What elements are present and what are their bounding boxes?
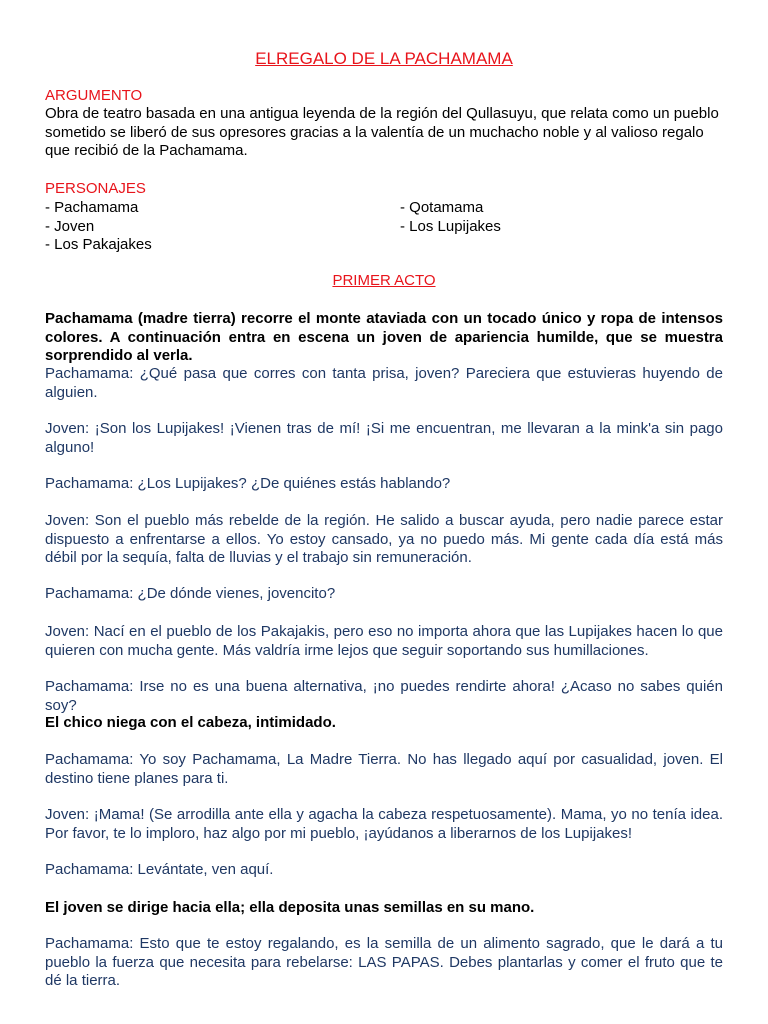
stage-direction: Pachamama (madre tierra) recorre el monte ataviada con un tocado único y ropa de intensos colores. A continuación entra en escena un joven de apariencia humilde, que se muestra sorprendido al verla. bbox=[45, 310, 723, 364]
dialogue-line: Pachamama: Yo soy Pachamama, La Madre Tierra. No has llegado aquí por casualidad, joven. El destino tiene planes para ti. bbox=[45, 751, 723, 787]
document-title: ELREGALO DE LA PACHAMAMA bbox=[255, 49, 513, 68]
character-item: - Los Pakajakes bbox=[45, 236, 152, 253]
argument-heading: ARGUMENTO bbox=[45, 87, 143, 104]
dialogue-line: Pachamama: Levántate, ven aquí. bbox=[45, 861, 274, 878]
characters-heading: PERSONAJES bbox=[45, 180, 146, 197]
dialogue-line: Pachamama: ¿Los Lupijakes? ¿De quiénes estás hablando? bbox=[45, 475, 451, 492]
dialogue-line: Pachamama: ¿Qué pasa que corres con tanta prisa, joven? Pareciera que estuvieras huyendo de alguien. bbox=[45, 365, 723, 401]
dialogue-line: Joven: ¡Mama! (Se arrodilla ante ella y agacha la cabeza respetuosamente). Mama, yo no tenía idea. Por favor, te lo imploro, haz algo por mi pueblo, ¡ayúdanos a liberarnos de los Lupijakes! bbox=[45, 806, 723, 842]
dialogue-line: Joven: Nací en el pueblo de los Pakajakis, pero eso no importa ahora que las Lupijakes hacen lo que quieren con mucha gente. Más valdría irme lejos que seguir soportando sus humillaciones. bbox=[45, 623, 723, 659]
stage-direction: El chico niega con el cabeza, intimidado. bbox=[45, 714, 336, 731]
dialogue-line: Joven: ¡Son los Lupijakes! ¡Vienen tras de mí! ¡Si me encuentran, me llevaran a la mink'a sin pago alguno! bbox=[45, 420, 723, 456]
dialogue-line: Pachamama: Irse no es una buena alternativa, ¡no puedes rendirte ahora! ¿Acaso no sabes quién soy? bbox=[45, 678, 723, 714]
character-item: - Qotamama bbox=[400, 199, 484, 216]
character-item: - Pachamama bbox=[45, 199, 139, 216]
dialogue-line: Pachamama: ¿De dónde vienes, jovencito? bbox=[45, 585, 336, 602]
act-heading: PRIMER ACTO bbox=[332, 272, 436, 289]
character-item: - Los Lupijakes bbox=[400, 217, 501, 235]
dialogue-line: Pachamama: Esto que te estoy regalando, es la semilla de un alimento sagrado, que le dará a tu pueblo la fuerza que necesita para rebelarse: LAS PAPAS. Debes plantarlas y comer el fruto que te dé la tierra. bbox=[45, 935, 723, 989]
character-item: - Joven bbox=[45, 217, 95, 235]
dialogue-line: Joven: Son el pueblo más rebelde de la región. He salido a buscar ayuda, pero nadie parece estar dispuesto a enfrentarse a ellos. Yo estoy cansado, ya no puedo más. Mi gente cada día está más débil por la sequía, falta de lluvias y el trabajo sin remuneración. bbox=[45, 512, 723, 566]
argument-text: Obra de teatro basada en una antigua leyenda de la región del Qullasuyu, que relata como un pueblo sometido se liberó de sus opresores gracias a la valentía de un muchacho noble y al valioso regalo que recibió de la Pachamama. bbox=[45, 105, 719, 159]
stage-direction: El joven se dirige hacia ella; ella deposita unas semillas en su mano. bbox=[45, 899, 535, 916]
